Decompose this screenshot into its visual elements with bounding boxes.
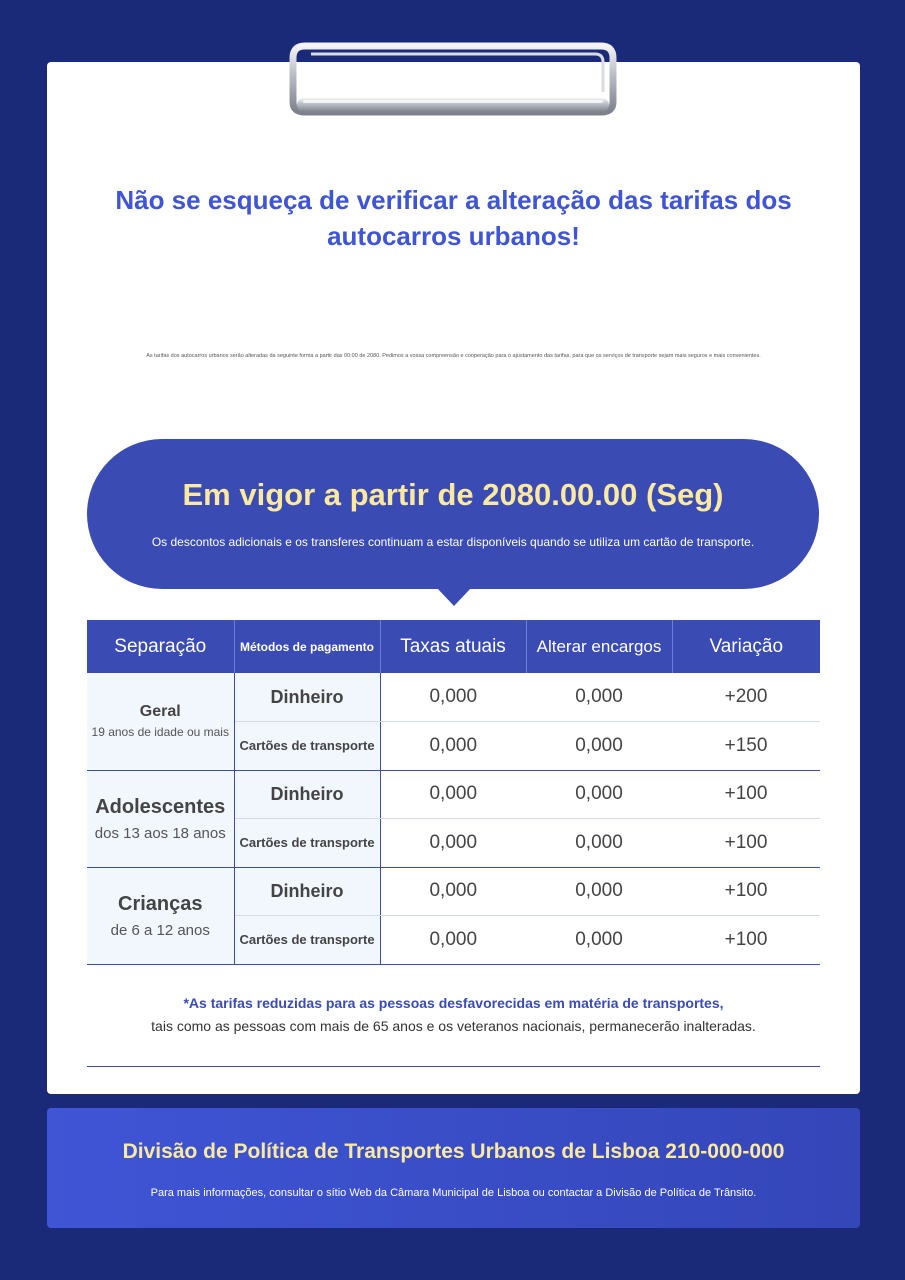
current-fare: 0,000 [380,673,526,722]
group-name: Crianças [118,892,203,915]
note-line-1: *As tarifas reduzidas para as pessoas desfavorecidas em matéria de transportes, [183,995,724,1011]
group-criancas [87,867,234,964]
reduced-fare-note [87,992,820,1038]
new-fare: 0,000 [526,722,672,771]
group-name: Adolescentes [95,795,226,818]
contact-footer [47,1108,860,1228]
new-fare: 0,000 [526,916,672,965]
fare-change: +100 [672,770,820,819]
payment-method: Dinheiro [234,867,380,916]
new-fare: 0,000 [526,867,672,916]
notice-fineprint: As tarifas dos autocarros urbanos serão alteradas da seguinte forma a partir das 00:00 de 2080. Pedimos a vossa compreensão e cooperação para o ajustamento das tarifas, para que os serviços de transporte sejam mais seguros e mais convenientes. [146,353,761,359]
header-alterar-encargos: Alterar encargos [526,620,672,673]
new-fare: 0,000 [526,673,672,722]
fare-change: +100 [672,867,820,916]
header-variacao: Variação [672,620,820,673]
group-adolescentes [87,770,234,867]
header-taxas-atuais: Taxas atuais [380,620,526,673]
fare-table [87,620,820,965]
group-desc: dos 13 aos 18 anos [94,824,226,842]
group-geral [87,673,234,770]
table-row [87,673,820,722]
footer-title: Divisão de Política de Transportes Urbanos de Lisboa 210-000-000 [122,1140,785,1163]
group-name: Geral [139,703,181,721]
fare-change: +100 [672,819,820,868]
fare-change: +150 [672,722,820,771]
table-row [87,867,820,916]
effective-date-title: Em vigor a partir de 2080.00.00 (Seg) [182,477,724,512]
page-title: Não se esqueça de verificar a alteração das tarifas dos autocarros urbanos! [115,185,792,251]
current-fare: 0,000 [380,722,526,771]
header-metodos: Métodos de pagamento [234,620,380,673]
group-desc: 19 anos de idade ou mais [91,725,229,740]
footer-subtitle: Para mais informações, consultar o sítio Web da Câmara Municipal de Lisboa ou contactar a Divisão de Política de Trânsito. [150,1187,757,1199]
new-fare: 0,000 [526,819,672,868]
table-header-row [87,620,820,673]
group-desc: de 6 a 12 anos [110,921,210,939]
payment-method: Dinheiro [234,770,380,819]
table-row [87,770,820,819]
new-fare: 0,000 [526,770,672,819]
payment-method: Cartões de transporte [234,916,380,965]
payment-method: Cartões de transporte [234,722,380,771]
banner-pointer [437,588,471,606]
fare-change: +200 [672,673,820,722]
fare-change: +100 [672,916,820,965]
header-separacao: Separação [87,620,234,673]
current-fare: 0,000 [380,916,526,965]
current-fare: 0,000 [380,819,526,868]
divider [87,1066,820,1067]
current-fare: 0,000 [380,867,526,916]
effective-date-banner [87,439,819,589]
note-line-2: tais como as pessoas com mais de 65 anos e os veteranos nacionais, permanecerão inalteradas. [151,1018,756,1034]
clipboard-clip-icon [283,40,623,120]
notice-paper [47,62,860,1094]
current-fare: 0,000 [380,770,526,819]
payment-method: Dinheiro [234,673,380,722]
effective-date-subtitle: Os descontos adicionais e os transferes continuam a estar disponíveis quando se utiliza um cartão de transporte. [151,535,755,549]
payment-method: Cartões de transporte [234,819,380,868]
